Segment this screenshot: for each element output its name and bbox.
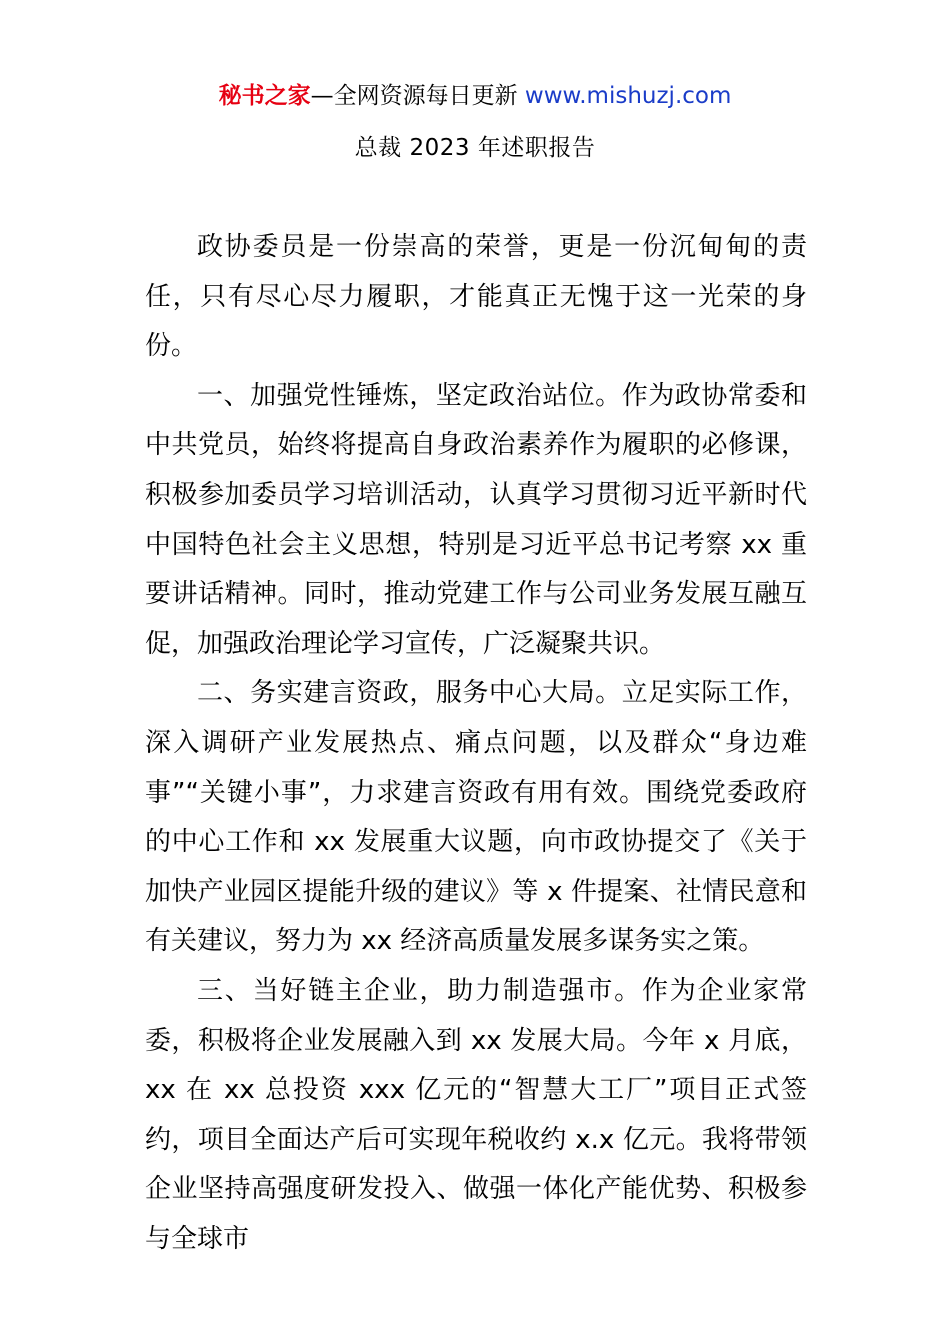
paragraph-intro: 政协委员是一份崇高的荣誉，更是一份沉甸甸的责任，只有尽心尽力履职，才能真正无愧于这一光荣的身份。 xyxy=(145,232,807,362)
paragraph-section-2: 二、务实建言资政，服务中心大局。立足实际工作，深入调研产业发展热点、痛点问题，以及群众“身边难事”“关键小事”，力求建言资政有用有效。围绕党委政府的中心工作和 xx 发展重大议题，向市政协提交了《关于加快产业园区提能升级的建议》等 x 件提案、社情民意和有关建议，努力为 xx 经济高质量发展多谋务实之策。 xyxy=(145,678,807,957)
site-header xyxy=(0,80,950,112)
header-tagline: —全网资源每日更新 xyxy=(310,83,525,109)
brand-name: 秘书之家 xyxy=(218,83,311,109)
site-url-link[interactable]: www.mishuzj.com xyxy=(524,83,732,109)
paragraph-section-1: 一、加强党性锤炼，坚定政治站位。作为政协常委和中共党员，始终将提高自身政治素养作为履职的必修课，积极参加委员学习培训活动，认真学习贯彻习近平新时代中国特色社会主义思想，特别是习近平总书记考察 xx 重要讲话精神。同时，推动党建工作与公司业务发展互融互促，加强政治理论学习宣传，广泛凝聚共识。 xyxy=(145,380,807,659)
document-body xyxy=(145,223,807,1264)
paragraph-section-3: 三、当好链主企业，助力制造强市。作为企业家常委，积极将企业发展融入到 xx 发展大局。今年 x 月底，xx 在 xx 总投资 xxx 亿元的“智慧大工厂”项目正式签约，项目全面达产后可实现年税收约 x.x 亿元。我将带领企业坚持高强度研发投入、做强一体化产能优势、积极参与全球市 xyxy=(145,975,807,1254)
document-title: 总裁 2023 年述职报告 xyxy=(354,135,596,161)
